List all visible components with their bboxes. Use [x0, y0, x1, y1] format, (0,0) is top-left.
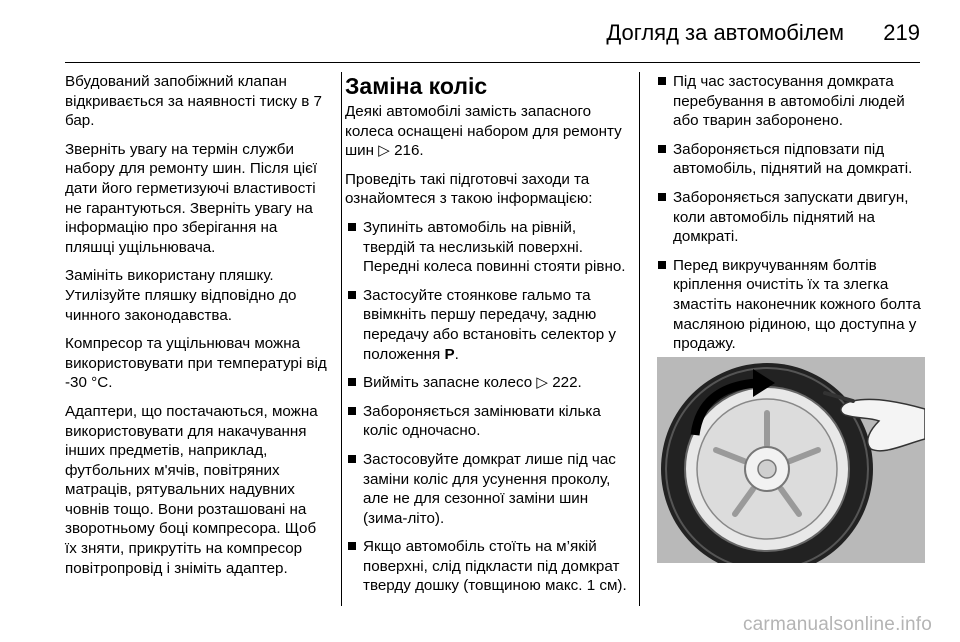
column-divider: [341, 72, 342, 606]
prep-list: [345, 218, 627, 596]
paragraph-adapters: Адаптери, що постачаються, можна використовувати для накачування інших предметів, наприклад, футбольних м'ячів, повітряних матраців, рятувальних надувних човнів тощо. Вони розташовані на зворотньому боці компресора. Щоб їх зняти, прикрутіть на компресор повітропровід і зніміть адаптер.: [65, 402, 318, 577]
intro-text: Деякі автомобілі замість запасного колеса оснащені набором для ремонту шин: [345, 103, 622, 160]
wheel-cover-removal-illustration: [657, 357, 925, 563]
preamble-paragraph: Проведіть такі підготовчі заходи та ознайомтеся з такою інформацією:: [345, 170, 593, 208]
page-ref-arrow-icon: ▷: [378, 142, 390, 160]
list-item: Зупиніть автомобіль на рівній, твердій та неслизькій поверхні. Передні колеса повинні стояти рівно.: [345, 218, 627, 277]
page-number: 219: [883, 20, 920, 45]
selector-position-label: P: [444, 345, 455, 363]
list-item: Перед викручуванням болтів кріплення очистіть їх та злегка змастіть наконечник кожного болта масляною рідиною, що доступна у продажу.: [655, 256, 925, 354]
header-rule: [65, 62, 920, 63]
page-header: [0, 0, 960, 64]
bullet-text: Застосуйте стоянкове гальмо та ввімкніть першу передачу, задню передачу або встановіть селектор у положення: [363, 286, 616, 363]
column-1: [65, 72, 331, 587]
page-ref-arrow-icon: ▷: [536, 374, 548, 392]
column-3: [655, 72, 925, 363]
list-item: Забороняється підповзати під автомобіль, піднятий на домкраті.: [655, 140, 925, 179]
paragraph-safety-valve: Вбудований запобіжний клапан відкривається за наявності тиску в 7 бар.: [65, 73, 323, 130]
warning-list: [655, 72, 925, 354]
list-item: Під час застосування домкрата перебування в автомобілі людей або тварин заборонено.: [655, 72, 925, 131]
intro-paragraph: [345, 102, 627, 161]
paragraph-temperature: Компресор та ущільнювач можна використовувати при температурі від -30 °C.: [65, 335, 327, 392]
paragraph-replace-bottle: Замініть використану пляшку. Утилізуйте пляшку відповідно до чинного законодавства.: [65, 267, 297, 324]
list-item: Забороняється замінювати кілька коліс одночасно.: [345, 402, 627, 441]
column-2: [345, 72, 627, 605]
list-item: [345, 373, 627, 393]
paragraph-service-life: Зверніть увагу на термін служби набору для ремонту шин. Після цієї дати його герметизуючі властивості не гарантуються. Зверніть увагу на інформацію про зберігання на пляшці ущільнювача.: [65, 140, 318, 256]
bullet-text: Вийміть запасне колесо: [363, 374, 533, 392]
list-item: Застосовуйте домкрат лише під час заміни коліс для усунення проколу, але не для сезонної заміни шин (зима-літо).: [345, 450, 627, 528]
page-ref[interactable]: 222.: [552, 374, 582, 392]
intro-page-ref[interactable]: 216.: [394, 142, 424, 160]
header-title: Догляд за автомобілем: [606, 20, 844, 45]
watermark: carmanualsonline.info: [742, 614, 932, 635]
section-heading: Заміна коліс: [345, 73, 488, 99]
column-divider: [639, 72, 640, 606]
list-item: Якщо автомобіль стоїть на м’якій поверхні, слід підкласти під домкрат тверду дошку (товщиною макс. 1 см).: [345, 537, 627, 596]
list-item: Забороняється запускати двигун, коли автомобіль піднятий на домкраті.: [655, 188, 925, 247]
list-item: Застосуйте стоянкове гальмо та ввімкніть першу передачу, задню передачу або встановіть селектор у положення P.: [345, 286, 627, 364]
